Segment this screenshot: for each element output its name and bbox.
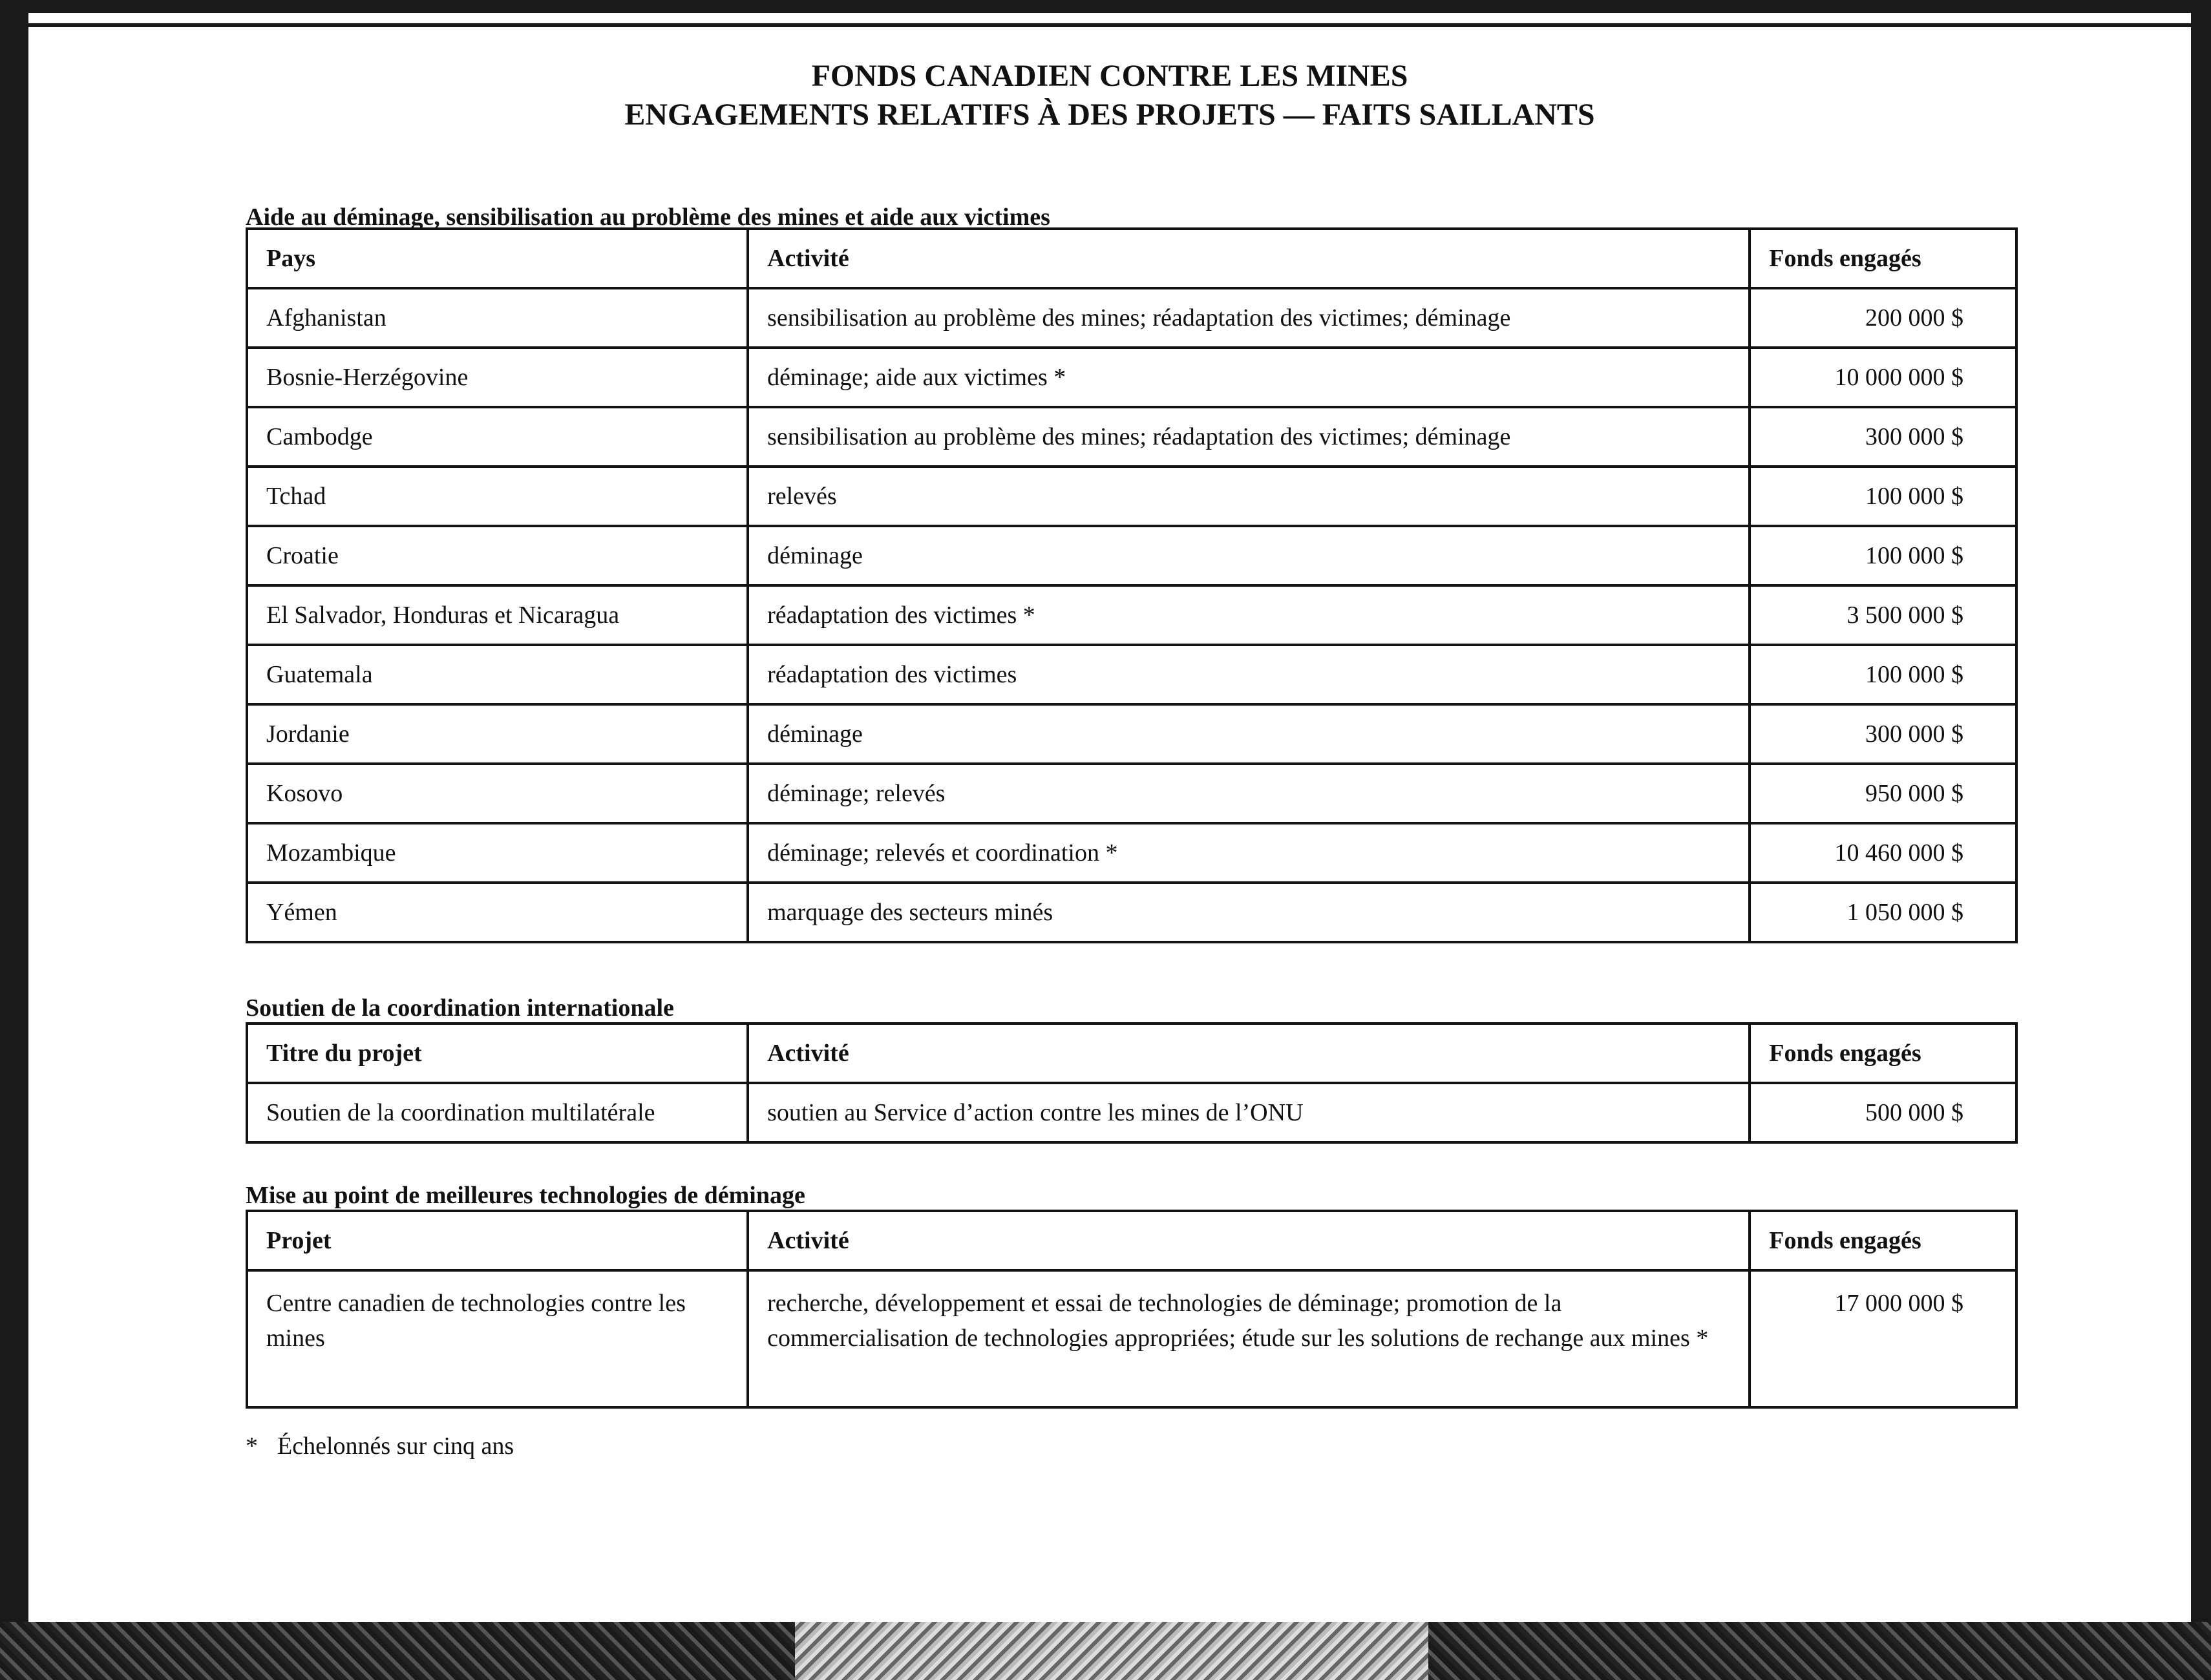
table-row — [247, 764, 2016, 823]
section-1-table — [246, 227, 2018, 943]
header-fonds: Fonds engagés — [1750, 1024, 2016, 1083]
cell-titre: Soutien de la coordination multilatérale — [247, 1083, 748, 1142]
cell-pays: Jordanie — [247, 704, 748, 764]
section-2-table — [246, 1022, 2018, 1144]
cell-pays: Tchad — [247, 467, 748, 526]
cell-fonds: 100 000 $ — [1750, 645, 2016, 704]
cell-fonds: 100 000 $ — [1750, 526, 2016, 585]
header-pays: Pays — [247, 229, 748, 288]
section-3-table — [246, 1210, 2018, 1409]
cell-pays: Kosovo — [247, 764, 748, 823]
cell-pays: Cambodge — [247, 407, 748, 467]
cell-fonds: 100 000 $ — [1750, 467, 2016, 526]
table-header-row — [247, 1024, 2016, 1083]
table-row — [247, 883, 2016, 942]
header-fonds: Fonds engagés — [1750, 229, 2016, 288]
cell-activite: déminage; relevés et coordination * — [748, 823, 1750, 883]
cell-fonds: 500 000 $ — [1750, 1083, 2016, 1142]
cell-activite: déminage — [748, 704, 1750, 764]
table-header-row — [247, 229, 2016, 288]
cell-activite: réadaptation des victimes * — [748, 585, 1750, 645]
cell-activite: sensibilisation au problème des mines; réadaptation des victimes; déminage — [748, 407, 1750, 467]
cell-projet: Centre canadien de technologies contre les mines — [247, 1270, 748, 1407]
document-title — [28, 57, 2191, 134]
table-row — [247, 526, 2016, 585]
header-titre: Titre du projet — [247, 1024, 748, 1083]
cell-fonds: 10 460 000 $ — [1750, 823, 2016, 883]
cell-pays: Guatemala — [247, 645, 748, 704]
footnote-text: Échelonnés sur cinq ans — [277, 1433, 514, 1460]
table-row — [247, 585, 2016, 645]
header-projet: Projet — [247, 1211, 748, 1270]
section-3-heading: Mise au point de meilleures technologies de déminage — [246, 1182, 805, 1209]
header-activite: Activité — [748, 229, 1750, 288]
document-page — [28, 13, 2191, 1622]
header-activite: Activité — [748, 1211, 1750, 1270]
section-2-heading: Soutien de la coordination internationale — [246, 994, 674, 1022]
title-line-1: FONDS CANADIEN CONTRE LES MINES — [811, 59, 1408, 93]
cell-pays: Bosnie-Herzégovine — [247, 348, 748, 407]
cell-fonds: 3 500 000 $ — [1750, 585, 2016, 645]
title-line-2: ENGAGEMENTS RELATIFS À DES PROJETS — FAITS SAILLANTS — [624, 98, 1595, 132]
top-rule — [28, 23, 2191, 27]
cell-pays: Afghanistan — [247, 288, 748, 348]
table-row — [247, 1083, 2016, 1142]
cell-fonds: 300 000 $ — [1750, 407, 2016, 467]
cell-activite: recherche, développement et essai de technologies de déminage; promotion de la commercialisation de technologies appropriées; étude sur les solutions de rechange aux mines * — [748, 1270, 1750, 1407]
cell-fonds: 200 000 $ — [1750, 288, 2016, 348]
table-row — [247, 288, 2016, 348]
cell-activite: réadaptation des victimes — [748, 645, 1750, 704]
scan-texture — [795, 1622, 1428, 1680]
table-header-row — [247, 1211, 2016, 1270]
table-row — [247, 704, 2016, 764]
cell-activite: déminage; relevés — [748, 764, 1750, 823]
cell-fonds: 1 050 000 $ — [1750, 883, 2016, 942]
cell-activite: déminage; aide aux victimes * — [748, 348, 1750, 407]
table-row — [247, 348, 2016, 407]
header-activite: Activité — [748, 1024, 1750, 1083]
table-row — [247, 467, 2016, 526]
cell-pays: Mozambique — [247, 823, 748, 883]
cell-pays: El Salvador, Honduras et Nicaragua — [247, 585, 748, 645]
cell-activite: marquage des secteurs minés — [748, 883, 1750, 942]
table-row — [247, 407, 2016, 467]
cell-fonds: 950 000 $ — [1750, 764, 2016, 823]
footnote-marker: * — [246, 1433, 258, 1460]
cell-pays: Yémen — [247, 883, 748, 942]
footnote — [246, 1432, 514, 1460]
section-1-heading: Aide au déminage, sensibilisation au problème des mines et aide aux victimes — [246, 204, 1050, 231]
cell-activite: sensibilisation au problème des mines; réadaptation des victimes; déminage — [748, 288, 1750, 348]
cell-fonds: 10 000 000 $ — [1750, 348, 2016, 407]
table-row — [247, 823, 2016, 883]
cell-activite: soutien au Service d’action contre les mines de l’ONU — [748, 1083, 1750, 1142]
cell-pays: Croatie — [247, 526, 748, 585]
cell-activite: relevés — [748, 467, 1750, 526]
cell-fonds: 17 000 000 $ — [1750, 1270, 2016, 1407]
header-fonds: Fonds engagés — [1750, 1211, 2016, 1270]
table-row — [247, 645, 2016, 704]
table-row — [247, 1270, 2016, 1407]
scan-border-bottom — [0, 1622, 2211, 1680]
cell-activite: déminage — [748, 526, 1750, 585]
cell-fonds: 300 000 $ — [1750, 704, 2016, 764]
